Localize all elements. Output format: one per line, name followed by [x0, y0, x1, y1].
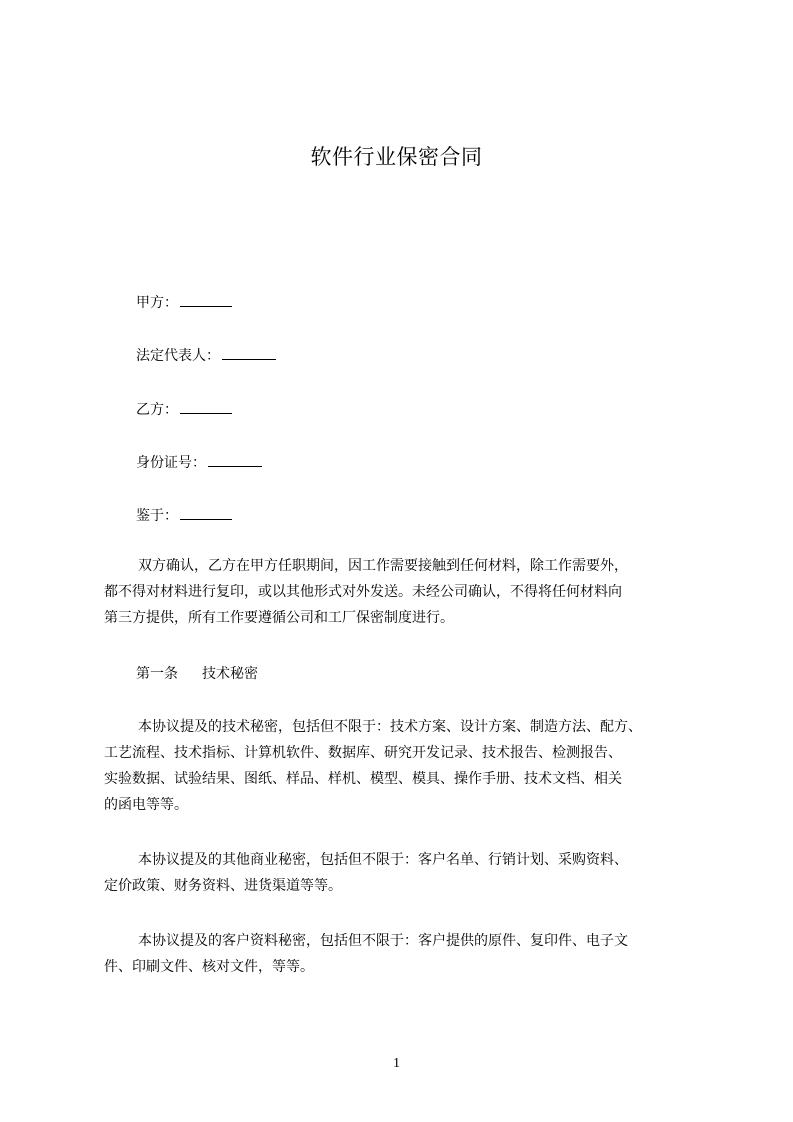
paragraph-line: 双方确认，乙方在甲方任职期间，因工作需要接触到任何材料，除工作需要外，: [138, 558, 628, 574]
field-whereas-label: 鉴于：: [136, 508, 178, 524]
paragraph-line: 本协议提及的客户资料秘密，包括但不限于：客户提供的原件、复印件、电子文: [138, 933, 628, 949]
field-party-b: [136, 399, 232, 420]
paragraph-line: 都不得对材料进行复印，或以其他形式对外发送。未经公司确认，不得将任何材料向: [104, 584, 622, 600]
field-whereas-blank: [180, 505, 232, 520]
field-legal-representative: [136, 345, 276, 366]
paragraph-line: 件、印刷文件、核对文件，等等。: [104, 959, 314, 975]
paragraph-line: 本协议提及的技术秘密，包括但不限于：技术方案、设计方案、制造方法、配方、: [138, 719, 642, 735]
field-id-number-blank: [208, 452, 262, 467]
field-id-number-label: 身份证号：: [136, 455, 206, 471]
paragraph-line: 工艺流程、技术指标、计算机软件、数据库、研究开发记录、技术报告、检测报告、: [104, 745, 622, 761]
article-heading: [136, 664, 258, 684]
paragraph-technical-secrets: [104, 714, 704, 818]
field-party-a-label: 甲方：: [136, 295, 178, 311]
article-number: 第一条: [136, 666, 178, 682]
field-party-a-blank: [180, 292, 232, 307]
document-title: 软件行业保密合同: [310, 145, 483, 169]
field-legal-representative-blank: [222, 345, 276, 360]
field-party-b-label: 乙方：: [136, 402, 178, 418]
field-id-number: [136, 452, 262, 473]
page-number: 1: [393, 1056, 400, 1071]
field-party-b-blank: [180, 399, 232, 414]
field-whereas: [136, 505, 232, 526]
field-legal-representative-label: 法定代表人：: [136, 348, 220, 364]
article-title: 技术秘密: [202, 666, 258, 682]
field-party-a: [136, 292, 232, 313]
paragraph-line: 第三方提供，所有工作要遵循公司和工厂保密制度进行。: [104, 610, 454, 626]
paragraph-line: 本协议提及的其他商业秘密，包括但不限于：客户名单、行销计划、采购资料、: [138, 852, 628, 868]
paragraph-customer-secrets: [104, 928, 704, 980]
paragraph-line: 实验数据、试验结果、图纸、样品、样机、模型、模具、操作手册、技术文档、相关: [104, 771, 622, 787]
paragraph-confidentiality-confirmation: [104, 553, 704, 631]
paragraph-line: 定价政策、财务资料、进货渠道等等。: [104, 878, 342, 894]
paragraph-business-secrets: [104, 847, 704, 899]
paragraph-line: 的函电等等。: [104, 797, 188, 813]
